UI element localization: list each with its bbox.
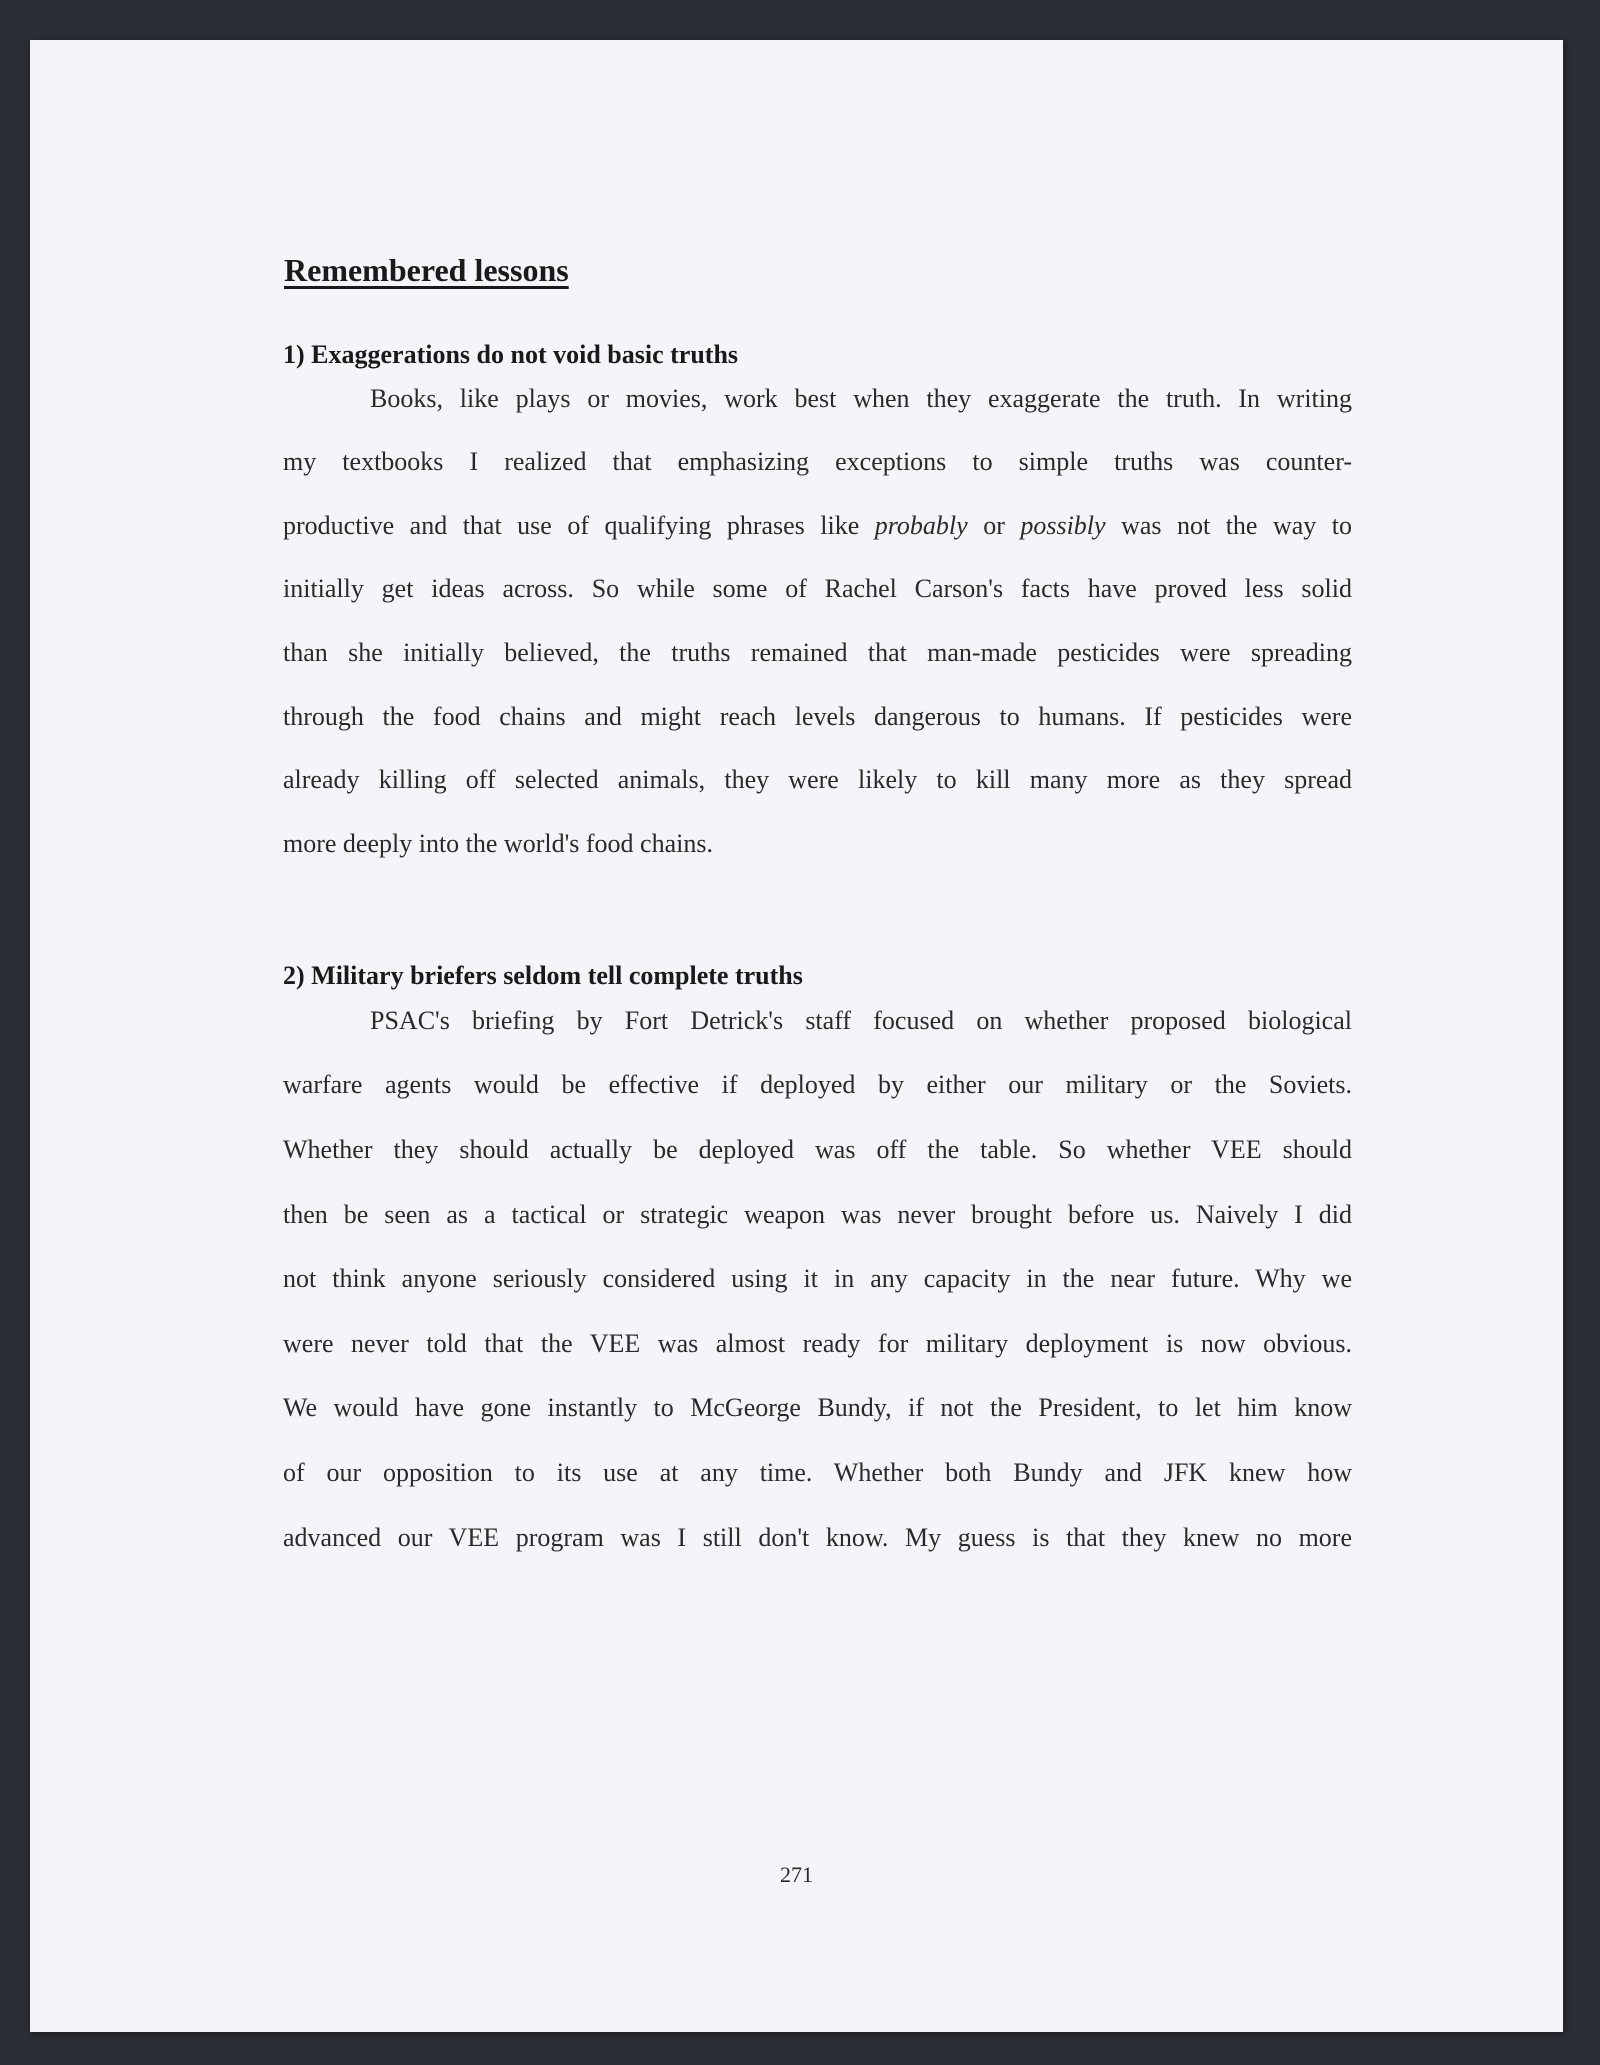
section-2-line-7: We would have gone instantly to McGeorge Bundy, if not the President, to let him know (283, 1393, 1352, 1422)
section-1-line-3 (283, 511, 1352, 541)
section-1-line-7: already killing off selected animals, they were likely to kill many more as they spread (283, 765, 1352, 794)
section-2-line-4: then be seen as a tactical or strategic weapon was never brought before us. Naively I did (283, 1200, 1352, 1229)
section-1-line-2: my textbooks I realized that emphasizing exceptions to simple truths was counter- (283, 447, 1352, 476)
section-2-line-3: Whether they should actually be deployed was off the table. So whether VEE should (283, 1135, 1352, 1164)
page-number: 271 (780, 1862, 813, 1887)
section-2-line-2: warfare agents would be effective if deployed by either our military or the Soviets. (283, 1070, 1352, 1099)
section-1-line-6: through the food chains and might reach levels dangerous to humans. If pesticides were (283, 702, 1352, 731)
emphasis-possibly: possibly (1020, 511, 1106, 540)
section-2-line-1: PSAC's briefing by Fort Detrick's staff focused on whether proposed biological (370, 1006, 1352, 1035)
page-title: Remembered lessons (284, 252, 569, 288)
section-2-line-5: not think anyone seriously considered using it in any capacity in the near future. Why we (283, 1264, 1352, 1293)
section-2-line-6: were never told that the VEE was almost ready for military deployment is now obvious. (283, 1329, 1352, 1358)
line-3-text-e: was not the way to (1105, 511, 1352, 540)
section-1-line-1: Books, like plays or movies, work best when they exaggerate the truth. In writing (370, 384, 1352, 413)
section-1-line-4: initially get ideas across. So while some of Rachel Carson's facts have proved less solid (283, 574, 1352, 603)
line-3-text-c: or (967, 511, 1021, 540)
section-1-heading: 1) Exaggerations do not void basic truths (283, 340, 739, 369)
document-page (30, 40, 1563, 2032)
section-2-line-8: of our opposition to its use at any time. Whether both Bundy and JFK knew how (283, 1458, 1352, 1487)
line-3-text-a: productive and that use of qualifying phrases like (283, 511, 875, 540)
section-1-line-8: more deeply into the world's food chains. (283, 829, 713, 858)
section-1-line-5: than she initially believed, the truths remained that man-made pesticides were spreading (283, 638, 1352, 667)
section-2-line-9: advanced our VEE program was I still don't know. My guess is that they knew no more (283, 1523, 1352, 1552)
emphasis-probably: probably (874, 511, 968, 540)
section-2-heading: 2) Military briefers seldom tell complete truths (283, 961, 803, 990)
